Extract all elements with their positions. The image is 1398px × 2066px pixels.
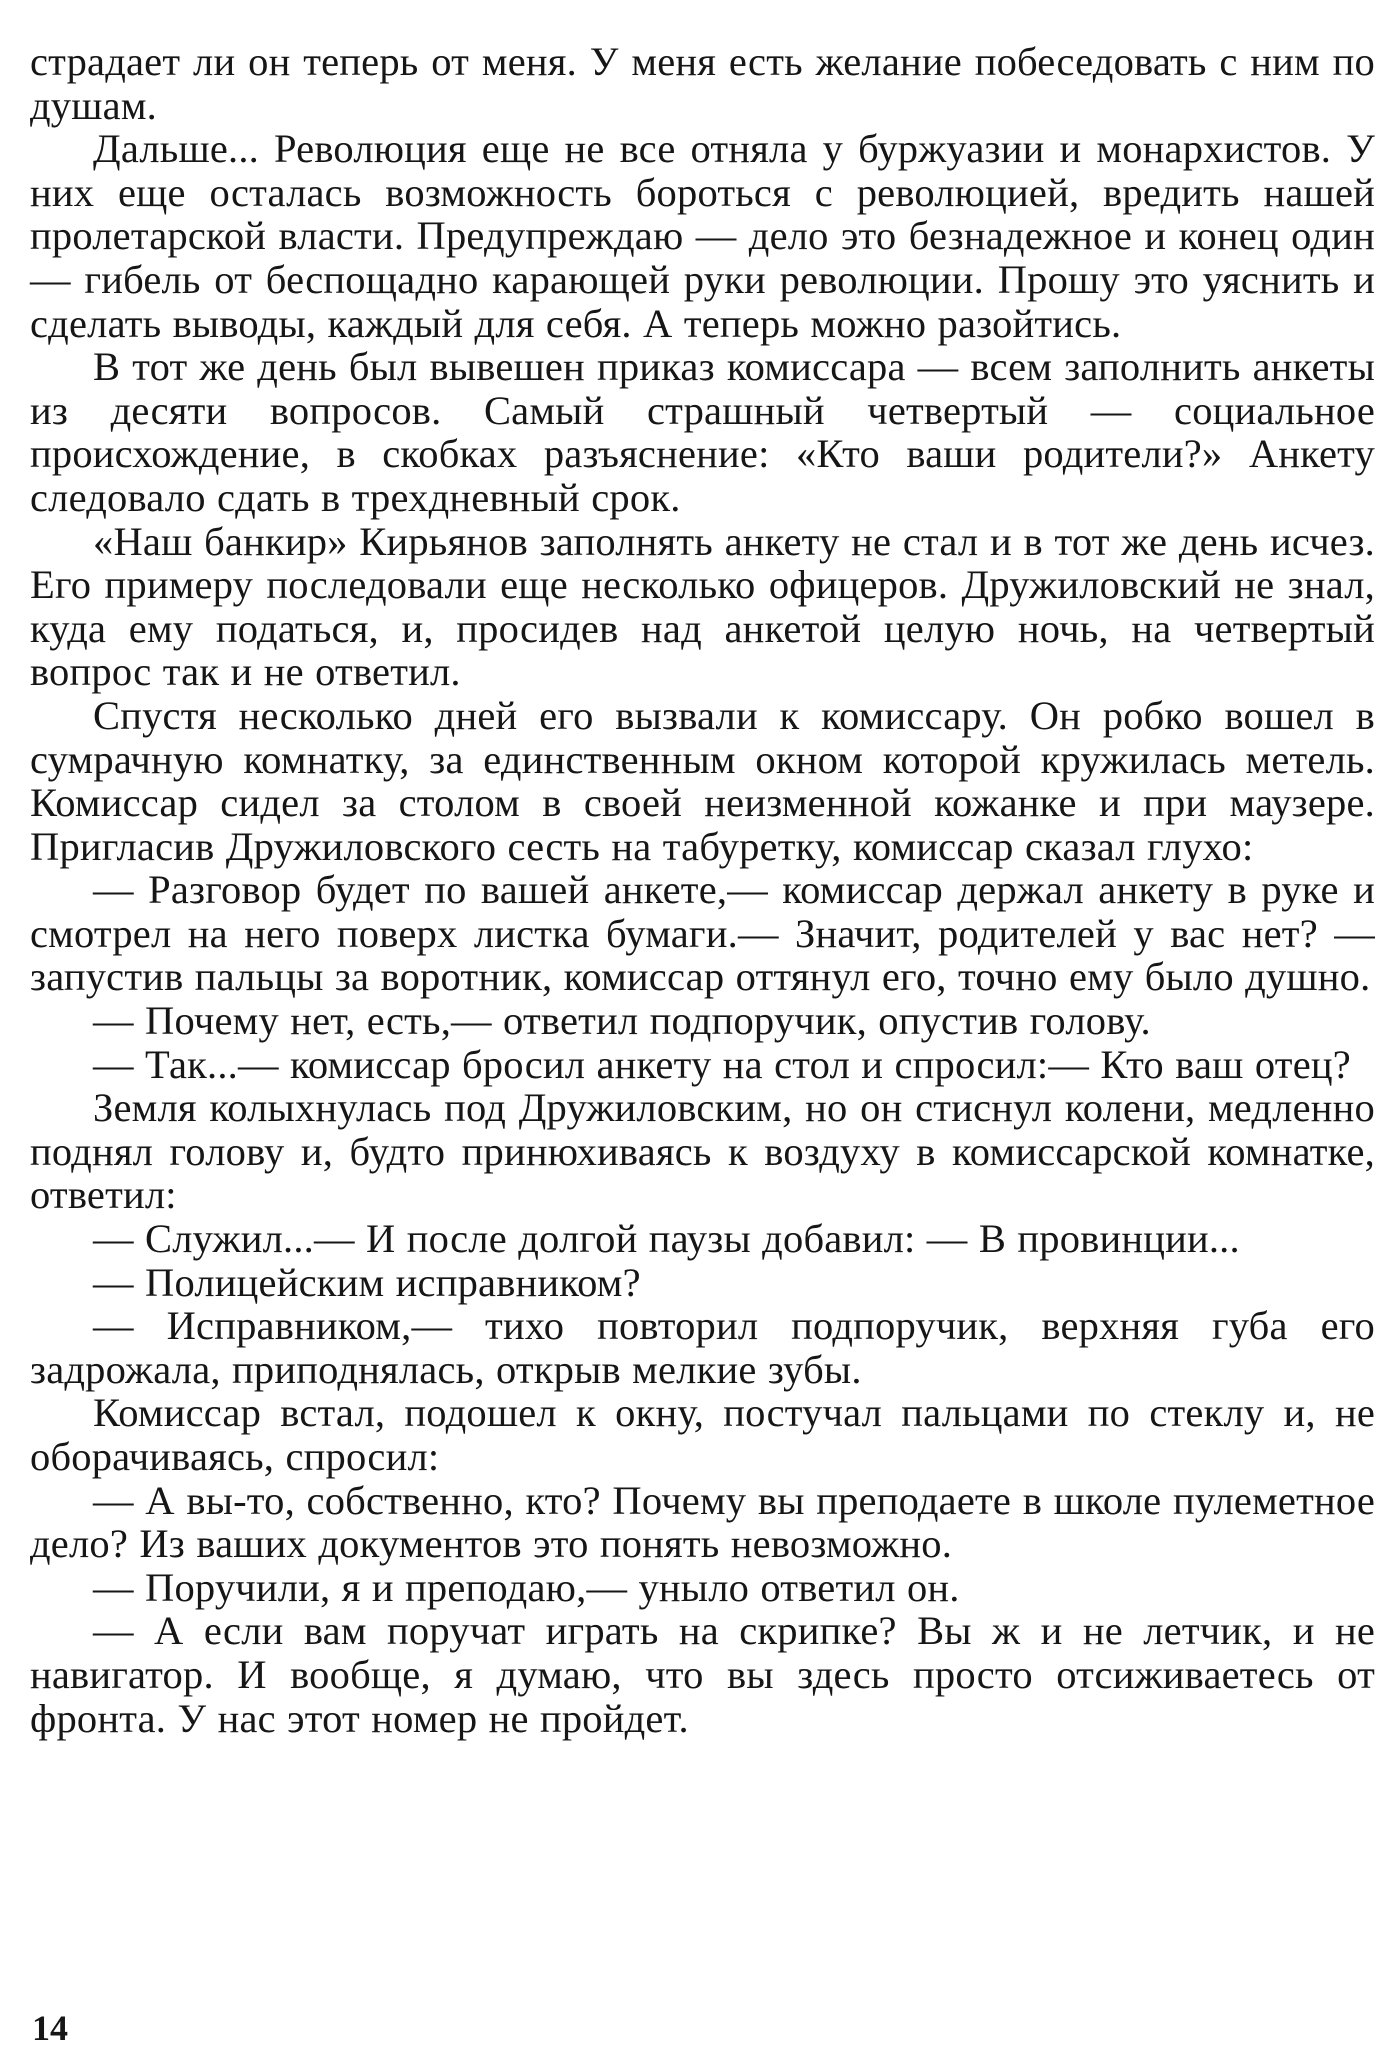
- dialogue-line: — Разговор будет по вашей анкете,— комиссар держал анкету в руке и смотрел на него поверх листка бумаги.— Значит, родителей у вас нет? — запустив пальцы за воротник, комиссар оттянул его, точно ему было душно.: [30, 867, 1375, 1000]
- paragraph: Спустя несколько дней его вызвали к комиссару. Он робко вошел в сумрачную комнатку, за единственным окном которой кружилась метель. Комиссар сидел за столом в своей неизменной кожанке и при маузере. Пригласив Дружиловского сесть на табуретку, комиссар сказал глухо:: [30, 692, 1375, 869]
- paragraph: Комиссар встал, подошел к окну, постучал пальцами по стеклу и, не оборачиваясь, спросил:: [30, 1390, 1375, 1479]
- dialogue-line: — Так...— комиссар бросил анкету на стол и спросил:— Кто ваш отец?: [93, 1041, 1351, 1087]
- dialogue-line: — Полицейским исправником?: [93, 1259, 641, 1305]
- dialogue-line: — Служил...— И после долгой паузы добавил: — В провинции...: [93, 1216, 1240, 1262]
- paragraph: В тот же день был вывешен приказ комиссара — всем заполнить анкеты из десяти вопросов. Самый страшный четвертый — социальное происхождение, в скобках разъяснение: «Кто ваши родители?» Анкету следовало сдать в трехдневный срок.: [30, 344, 1375, 520]
- dialogue-line: — А если вам поручат играть на скрипке? Вы ж и не летчик, и не навигатор. И вообще, я думаю, что вы здесь просто отсиживаетесь от фронта. У нас этот номер не пройдет.: [30, 1608, 1375, 1741]
- dialogue-line: — А вы-то, собственно, кто? Почему вы преподаете в школе пулеметное дело? Из ваших документов это понять невозможно.: [30, 1477, 1375, 1567]
- dialogue-line: — Почему нет, есть,— ответил подпоручик, опустив голову.: [93, 998, 1151, 1044]
- body-text: [30, 40, 1375, 1740]
- dialogue-line: — Исправником,— тихо повторил подпоручик, верхняя губа его задрожала, приподнялась, открыв мелкие зубы.: [30, 1303, 1375, 1392]
- dialogue-line: — Поручили, я и преподаю,— уныло ответил он.: [93, 1564, 960, 1610]
- paragraph: Дальше... Революция еще не все отняла у буржуазии и монархистов. У них еще осталась возможность бороться с революцией, вредить нашей пролетарской власти. Предупреждаю — дело это безнадежное и конец один — гибель от беспощадно карающей руки революции. Прошу это уяснить и сделать выводы, каждый для себя. А теперь можно разойтись.: [30, 126, 1375, 346]
- paragraph: «Наш банкир» Кирьянов заполнять анкету не стал и в тот же день исчез. Его примеру последовали еще несколько офицеров. Дружиловский не знал, куда ему податься, и, просидев над анкетой целую ночь, на четвертый вопрос так и не ответил.: [30, 518, 1375, 695]
- page-number: 14: [32, 2008, 68, 2048]
- paragraph: Земля колыхнулась под Дружиловским, но он стиснул колени, медленно поднял голову и, будто принюхиваясь к воздуху в комиссарской комнатке, ответил:: [30, 1085, 1375, 1218]
- paragraph-continuation: страдает ли он теперь от меня. У меня есть желание побеседовать с ним по душам.: [30, 39, 1375, 128]
